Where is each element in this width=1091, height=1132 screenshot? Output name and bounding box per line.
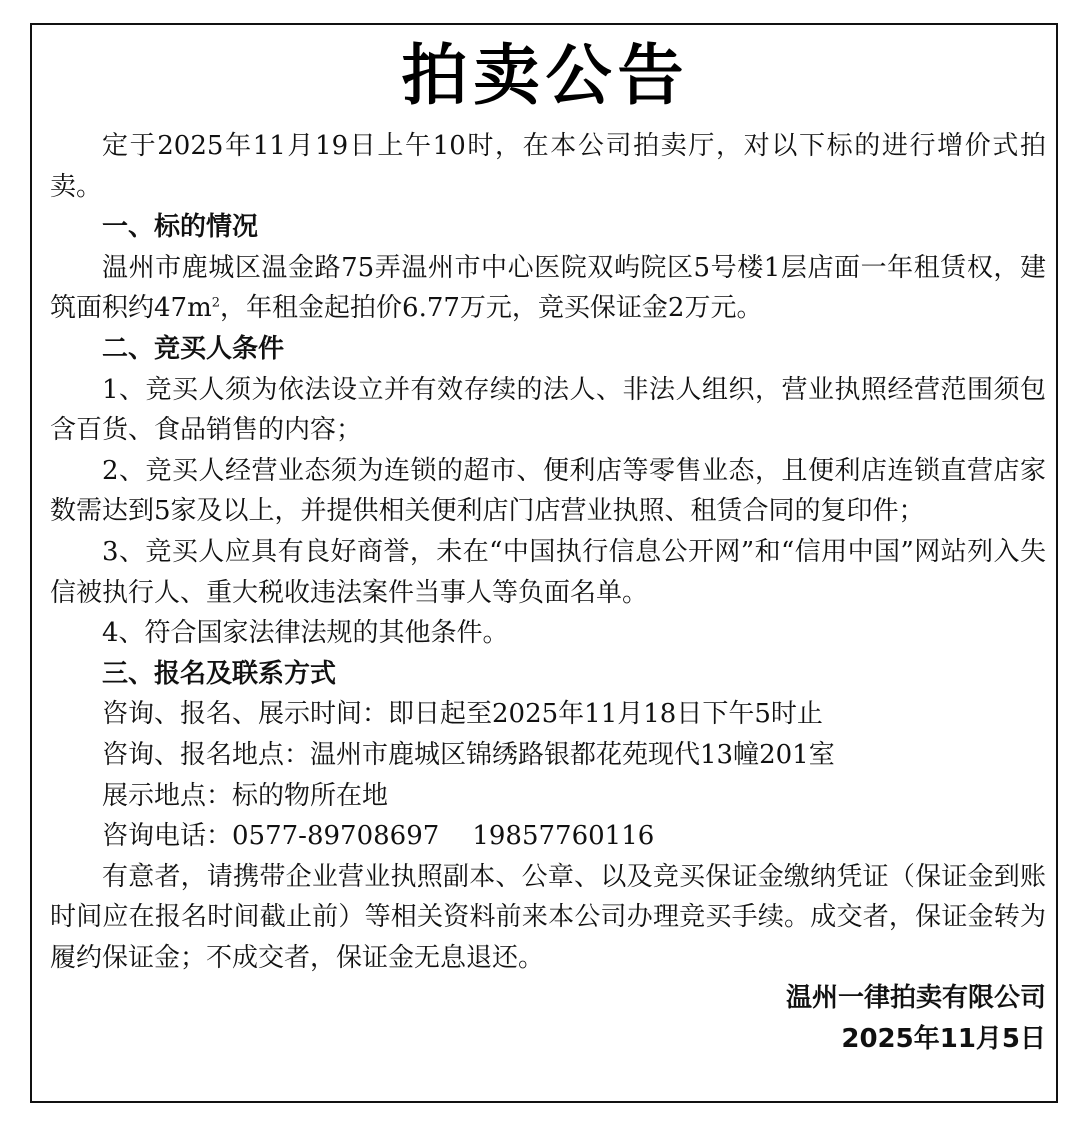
subject-text-part1: 温州市鹿城区温金路75弄温州市中心医院双屿院区5号楼1层店面一年租赁权，建筑面积约47m — [50, 252, 1046, 324]
intro-paragraph: 定于2025年11月19日上午10时，在本公司拍卖厅，对以下标的进行增价式拍卖。 — [50, 131, 1046, 202]
condition-item-4: 4、符合国家法律法规的其他条件。 — [102, 618, 509, 649]
subject-text-part2: ，年租金起拍价6.77万元，竞买保证金2万元。 — [220, 293, 763, 324]
area-unit-superscript: 2 — [211, 295, 221, 311]
company-signature: 温州一律拍卖有限公司 — [785, 983, 1046, 1014]
contact-phone-line: 咨询电话：0577-89708697 19857760116 — [102, 821, 655, 852]
announcement-date: 2025年11月5日 — [841, 1024, 1046, 1055]
section-heading-registration: 三、报名及联系方式 — [102, 658, 337, 689]
section-heading-bidder-conditions: 二、竞买人条件 — [102, 333, 285, 364]
registration-time-line: 咨询、报名、展示时间：即日起至2025年11月18日下午5时止 — [102, 699, 823, 730]
exhibition-location-line: 展示地点：标的物所在地 — [102, 780, 389, 811]
section-heading-subject: 一、标的情况 — [102, 212, 259, 243]
condition-item-1: 1、竞买人须为依法设立并有效存续的法人、非法人组织，营业执照经营范围须包含百货、食品销售的内容； — [50, 374, 1046, 446]
announcement-body — [50, 126, 1046, 1060]
registration-location-line: 咨询、报名地点：温州市鹿城区锦绣路银都花苑现代13幢201室 — [102, 739, 835, 770]
condition-item-3: 3、竞买人应具有良好商誉，未在“中国执行信息公开网”和“信用中国”网站列入失信被执行人、重大税收违法案件当事人等负面名单。 — [50, 536, 1046, 608]
registration-note: 有意者，请携带企业营业执照副本、公章、以及竞买保证金缴纳凭证（保证金到账时间应在报名时间截止前）等相关资料前来本公司办理竞买手续。成交者，保证金转为履约保证金；不成交者，保证金无息退还。 — [50, 861, 1046, 973]
announcement-title: 拍卖公告 — [401, 37, 690, 114]
subject-description — [50, 248, 1046, 329]
condition-item-2: 2、竞买人经营业态须为连锁的超市、便利店等零售业态，且便利店连锁直营店家数需达到5家及以上，并提供相关便利店门店营业执照、租赁合同的复印件； — [50, 455, 1046, 527]
